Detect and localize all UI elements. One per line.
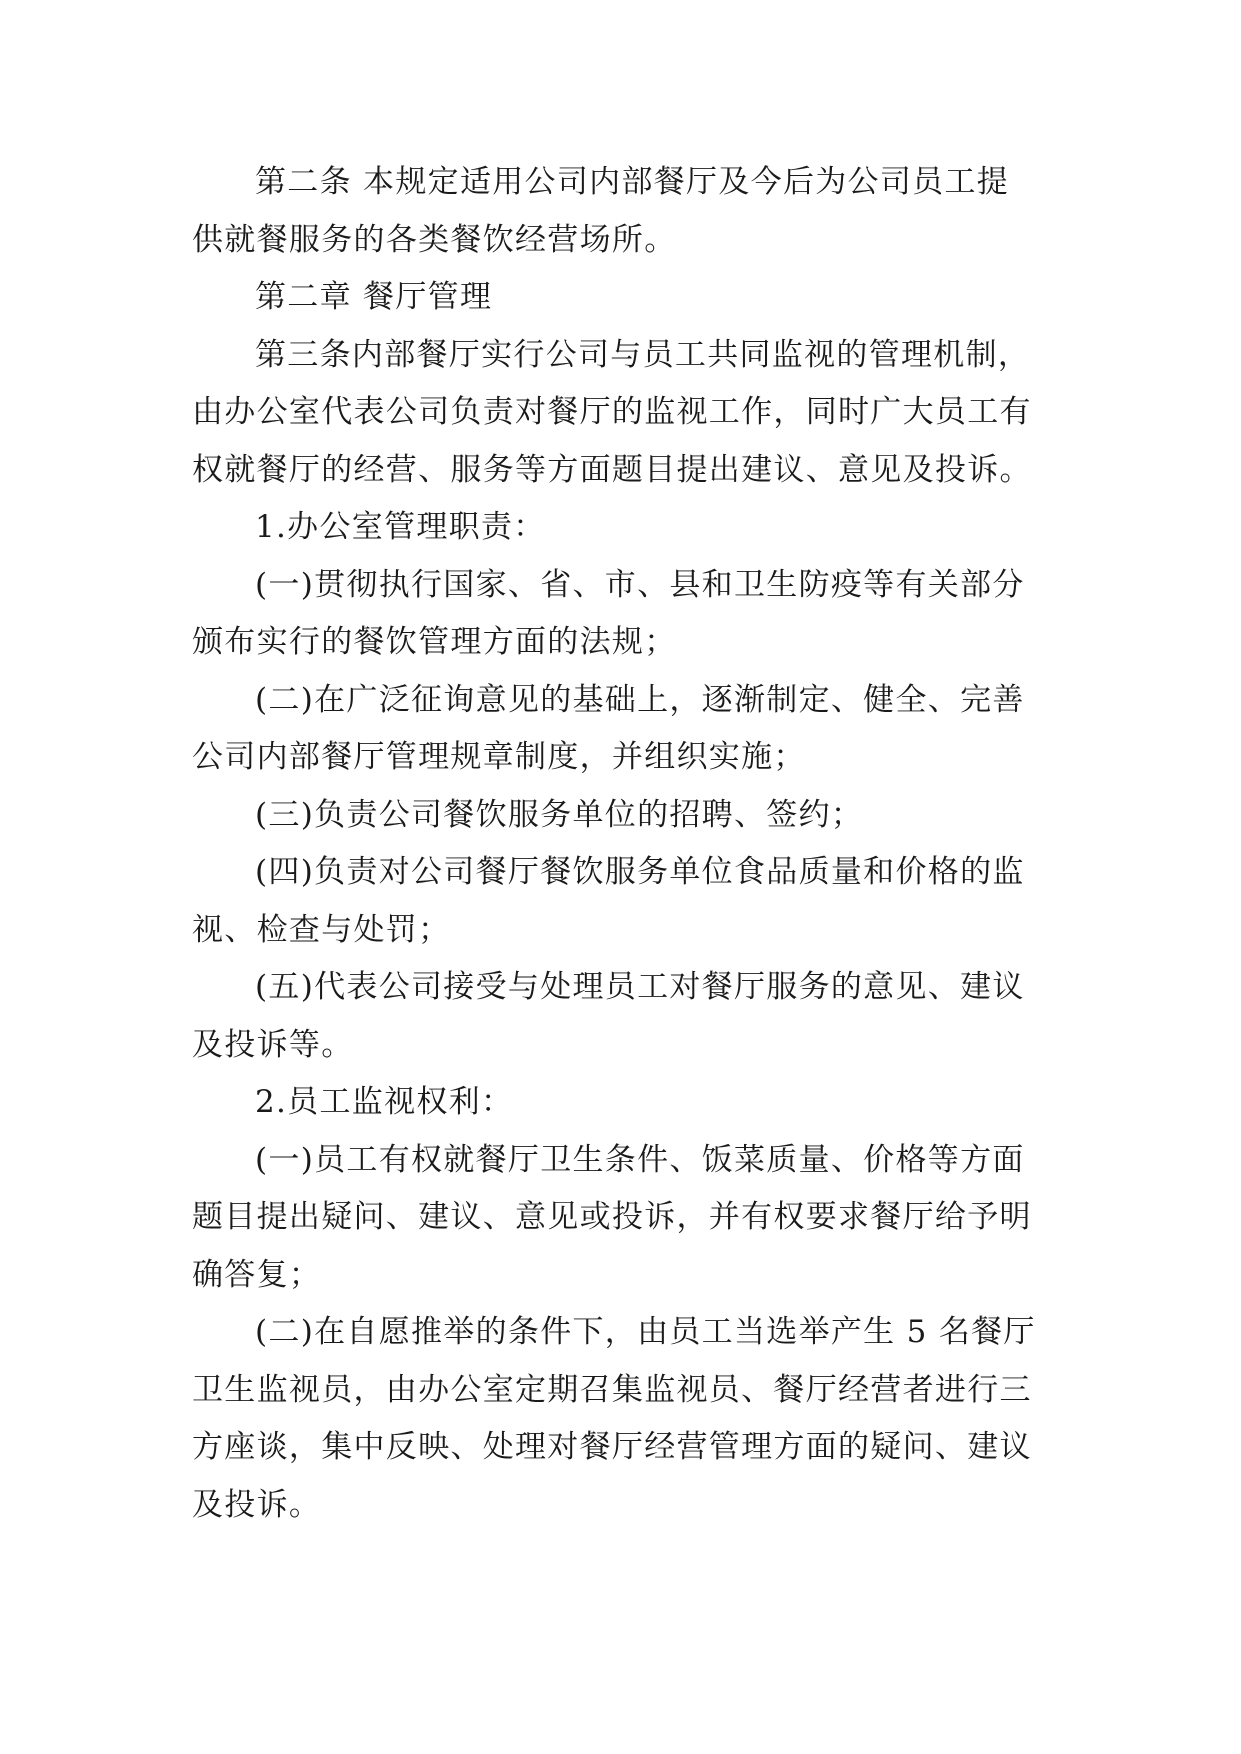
document-body <box>192 154 1050 1534</box>
list-item: (四)负责对公司餐厅餐饮服务单位食品质量和价格的监 <box>255 854 1025 890</box>
list-item: (二)在自愿推举的条件下，由员工当选举产生 5 名餐厅 <box>255 1314 1036 1350</box>
section-heading: 1.办公室管理职责： <box>255 509 546 545</box>
text-line: 方座谈，集中反映、处理对餐厅经营管理方面的疑问、建议 <box>192 1429 1032 1465</box>
text-line: 题目提出疑问、建议、意见或投诉，并有权要求餐厅给予明 <box>192 1199 1032 1235</box>
text-line: 卫生监视员，由办公室定期召集监视员、餐厅经营者进行三 <box>192 1371 1032 1408</box>
chapter-heading: 第二章 餐厅管理 <box>255 279 493 315</box>
text-line: 由办公室代表公司负责对餐厅的监视工作，同时广大员工有 <box>192 394 1032 430</box>
section-heading: 2.员工监视权利： <box>255 1084 514 1120</box>
list-item: (一)贯彻执行国家、省、市、县和卫生防疫等有关部分 <box>255 566 1025 603</box>
text-line: 供就餐服务的各类餐饮经营场所。 <box>192 221 677 258</box>
text-line: 第二条 本规定适用公司内部餐厅及今后为公司员工提 <box>255 164 1010 200</box>
text-line: 第三条内部餐厅实行公司与员工共同监视的管理机制， <box>255 336 1031 373</box>
list-item: (三)负责公司餐饮服务单位的招聘、签约； <box>255 796 864 833</box>
text-line: 及投诉等。 <box>192 1026 354 1063</box>
list-item: (一)员工有权就餐厅卫生条件、饭菜质量、价格等方面 <box>255 1141 1025 1178</box>
text-line: 确答复； <box>192 1256 322 1293</box>
text-line: 颁布实行的餐饮管理方面的法规； <box>192 624 677 660</box>
list-item: (五)代表公司接受与处理员工对餐厅服务的意见、建议 <box>255 969 1025 1005</box>
list-item: (二)在广泛征询意见的基础上，逐渐制定、健全、完善 <box>255 681 1025 718</box>
text-line: 公司内部餐厅管理规章制度，并组织实施； <box>192 739 806 775</box>
text-line: 视、检查与处罚； <box>192 911 451 948</box>
text-line: 权就餐厅的经营、服务等方面题目提出建议、意见及投诉。 <box>192 451 1032 488</box>
text-line: 及投诉。 <box>192 1486 322 1523</box>
